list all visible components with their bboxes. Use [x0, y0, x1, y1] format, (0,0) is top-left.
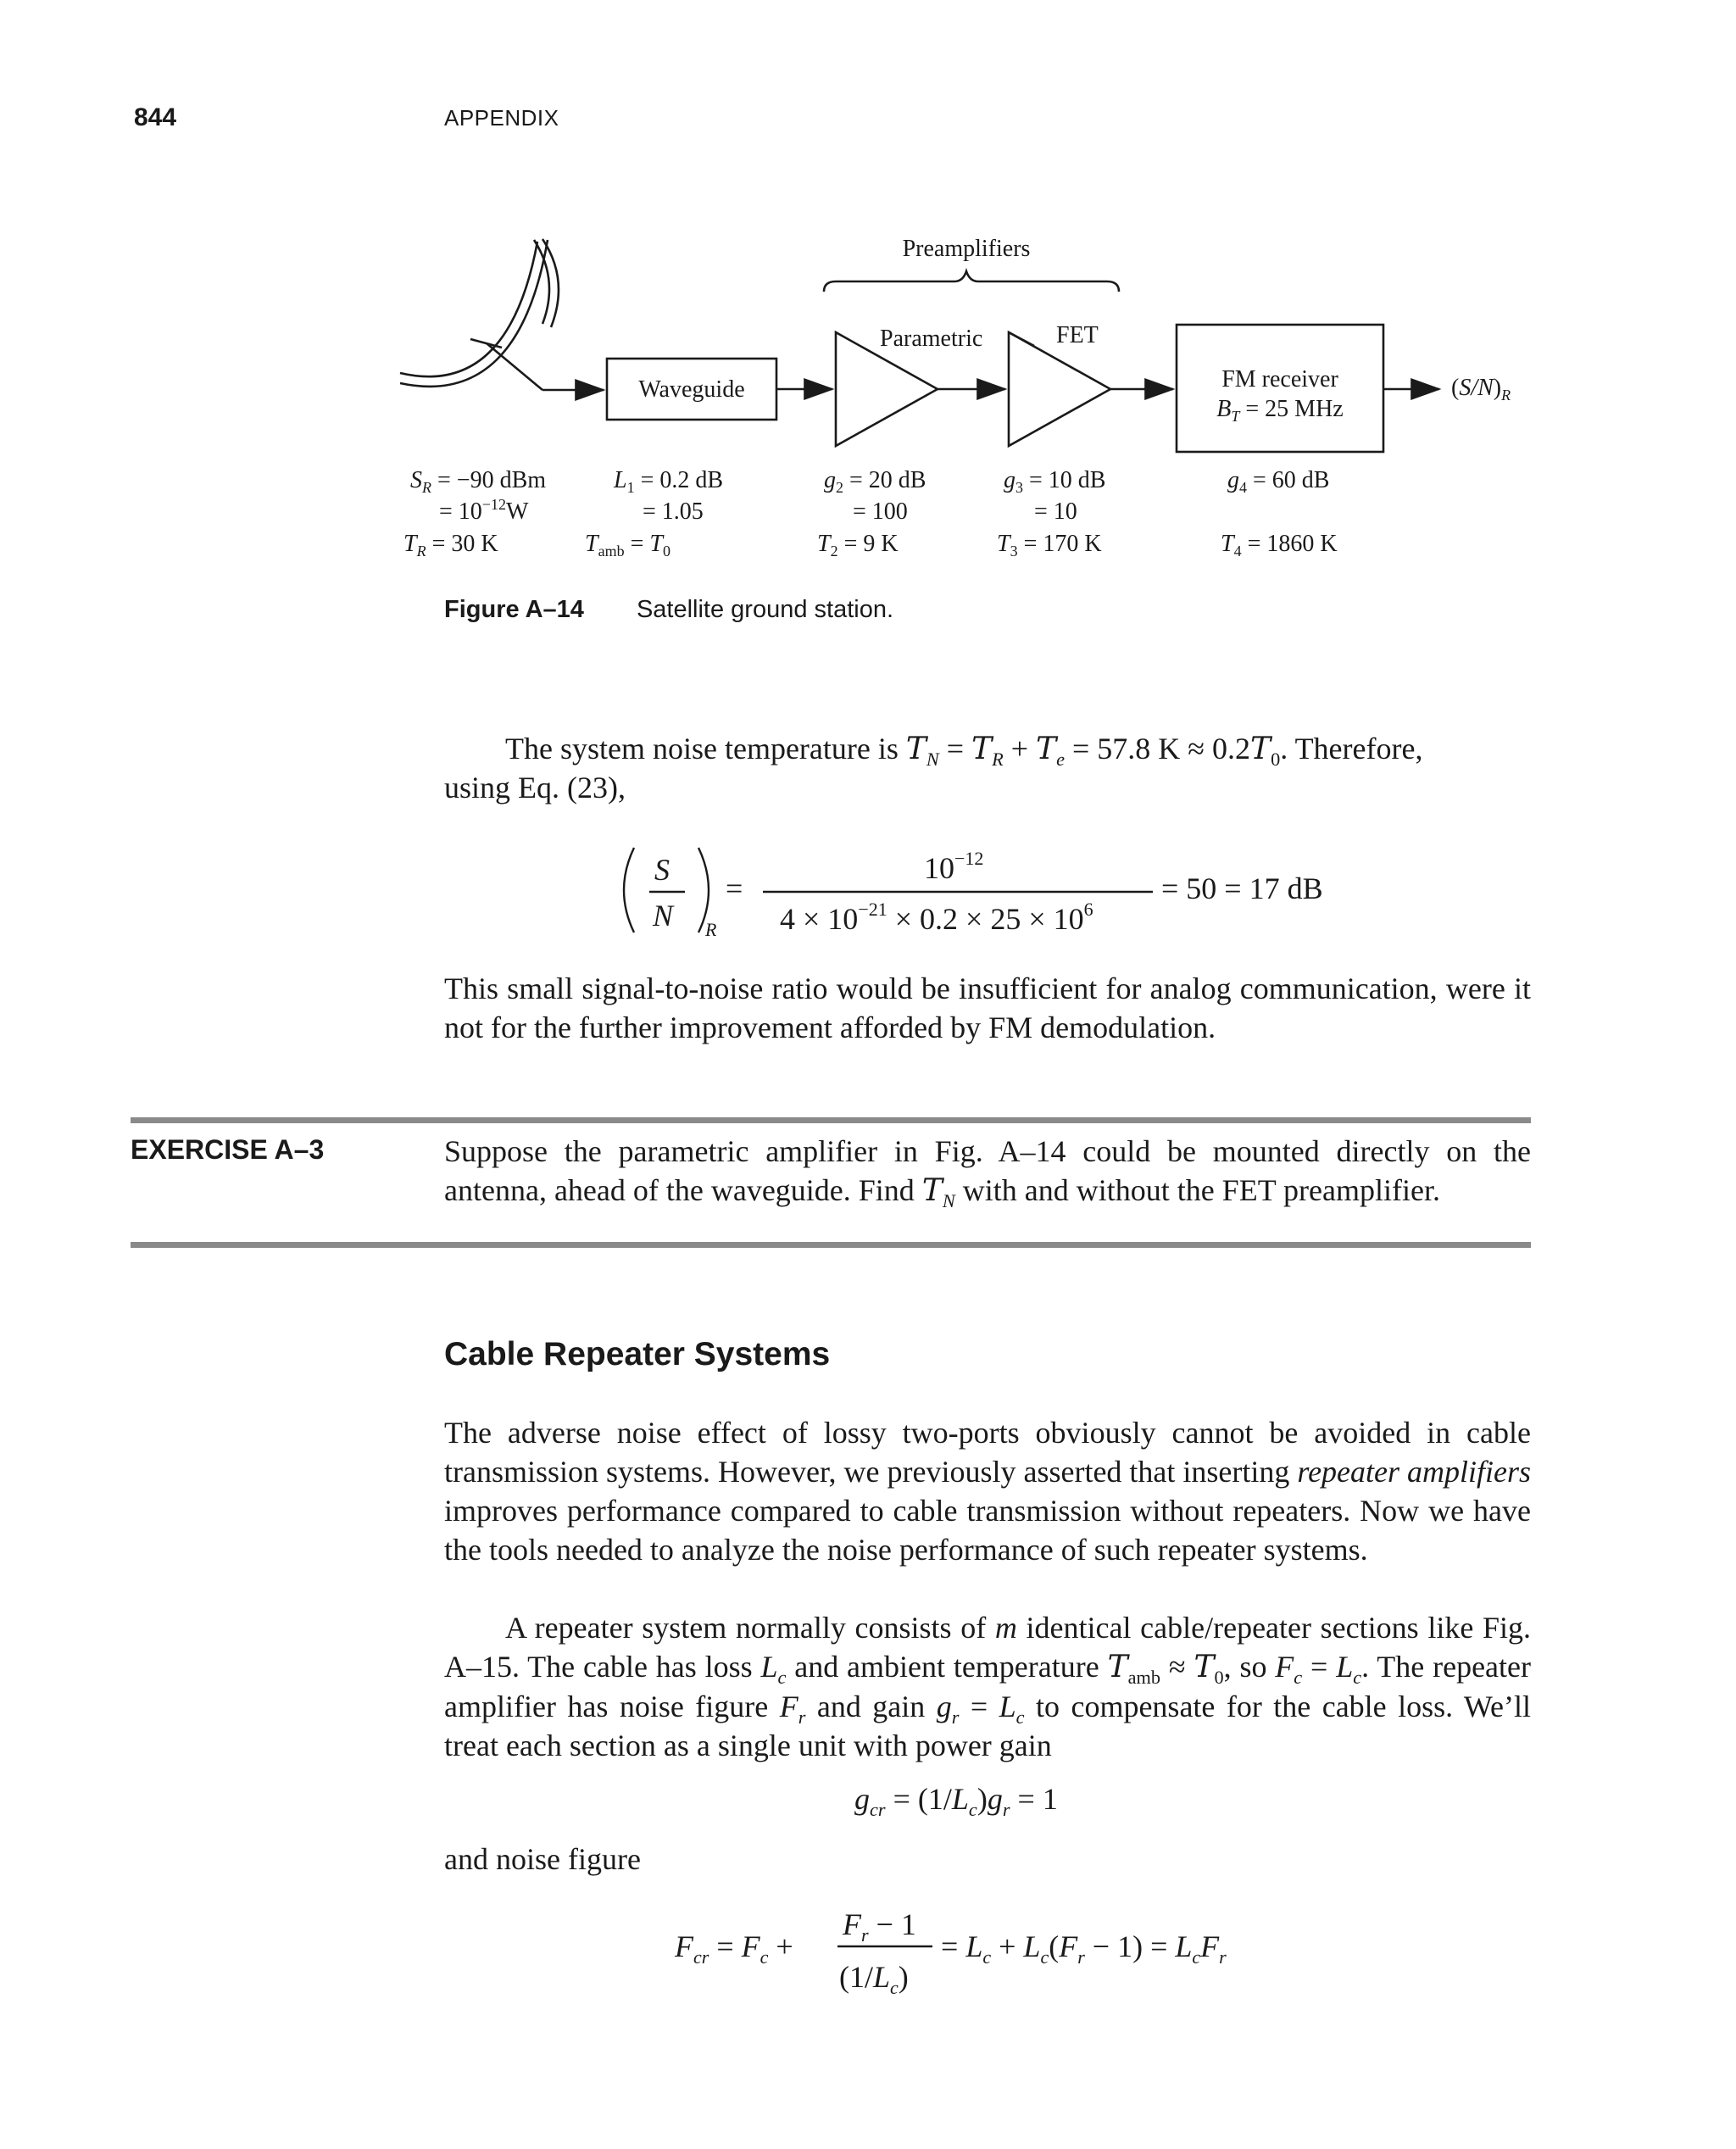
paragraph-cable-repeater-intro: The adverse noise effect of lossy two-ports obviously cannot be avoided in cable transmission systems. However, we previously asserted that inserting repeater amplifiers improves performance compared to cable transmission without repeaters. Now we have the tools needed to analyze the noise performance of such repeater systems.: [444, 1416, 1532, 1567]
receiver-bandwidth: $B_T = 25$ MHz: [1216, 396, 1344, 425]
svg-text:N: N: [653, 899, 674, 933]
paragraph-fm-improvement: This small signal-to-noise ratio would be insufficient for analog communication, were it not for the further improvement afforded by FM demodulation.: [444, 972, 1531, 1044]
fet-g3-linear: = 10: [1034, 498, 1077, 525]
waveguide-param-l1: $L_1 = 0.2$ dB: [614, 467, 724, 496]
fet-t3: $T_3 = 170$ K: [997, 531, 1102, 560]
svg-text:= 50 = 17 dB: = 50 = 17 dB: [1161, 871, 1323, 905]
exercise-rule-bottom: [131, 1242, 1531, 1248]
and-noise-figure-text: and noise figure: [444, 1842, 641, 1876]
antenna-param-tr: $T_R = 30$ K: [403, 531, 498, 560]
receiver-g4: $g_4 = 60$ dB: [1227, 467, 1330, 496]
svg-text:Fcr = Fc +: $F_{cr} = F_c$ +: [675, 1929, 793, 1968]
section-heading: Cable Repeater Systems: [444, 1336, 831, 1372]
preamplifiers-brace: [824, 271, 1119, 292]
running-head: APPENDIX: [444, 105, 559, 131]
waveguide-param-tamb: $T_{amb} = T_0$: [585, 531, 670, 560]
fet-label: FET: [1056, 322, 1099, 348]
paragraph-repeater-system: A repeater system normally consists of m identical cable/repeater sections like Fig. A–15. The cable has loss $L_c$ and ambient temperature $T_{amb} \approx T_0$, so $F_c = L_c$. The repeater amplifier has noise figure $F_r$ and gain $g_r = L_c$ to compensate for the cable loss. We’ll treat each section as a single unit with power gain: [444, 1611, 1532, 1762]
param-amp-g2-linear: = 100: [853, 498, 908, 525]
page-number: 844: [134, 103, 177, 131]
waveguide-label: Waveguide: [638, 376, 745, 403]
svg-text:S: S: [654, 853, 670, 887]
exercise-text: Suppose the parametric amplifier in Fig. A–14 could be mounted directly on the antenna, ahead of the waveguide. Find $T_N$ with and without the FET preamplifier.: [444, 1134, 1531, 1212]
receiver-t4: $T_4 = 1860$ K: [1221, 531, 1338, 560]
parametric-label: Parametric: [880, 326, 983, 352]
dish-antenna-icon: [400, 242, 537, 376]
paragraph-noise-temperature: The system noise temperature is $T_N = T_R + T_e = 57.8$ $K \approx 0.2T_0$. Therefore,: [505, 732, 1423, 771]
satellite-ground-station-figure: [0, 0, 1736, 644]
output-snr: $(S/N)_R$: [1451, 375, 1511, 404]
exercise-rule-top: [131, 1117, 1531, 1123]
antenna-param-sr: $S_R = -90$ dBm: [410, 467, 547, 496]
param-amp-g2: $g_2 = 20$ dB: [824, 467, 926, 496]
svg-text:=: =: [726, 871, 743, 905]
exercise-label: EXERCISE A–3: [131, 1134, 325, 1165]
gcr-equation: $g_{cr} = (1/L_c)g_r = 1$: [854, 1782, 1058, 1821]
svg-text:10−12: $10^{-12}$: [924, 848, 984, 885]
svg-text:(1/Lc): $(1/L_c)$: [839, 1960, 909, 1998]
antenna-param-watts: = $10^{-12}W$: [439, 496, 529, 525]
snr-equation: [610, 841, 1373, 951]
preamplifiers-label: Preamplifiers: [902, 236, 1031, 262]
fcr-equation: [670, 1892, 1348, 2002]
paragraph-using-eq: using Eq. (23),: [444, 771, 626, 804]
svg-text:4 × 10−21 × 0.2 × 25 × 106: $4 \times 10^{-21} \times 0.2 \times 25 \times 10^6$: [780, 899, 1093, 936]
figure-caption: [444, 596, 893, 624]
receiver-label-1: FM receiver: [1221, 366, 1338, 392]
svg-text:= Lc + Lc(Fr − 1) = LcFr: = $L_c + L_c(F_r - 1) = L_cF_r$: [941, 1929, 1227, 1968]
fet-amplifier-triangle: [1009, 332, 1110, 446]
fet-g3: $g_3 = 10$ dB: [1004, 467, 1106, 496]
figure-caption-text: Satellite ground station.: [636, 596, 894, 623]
figure-caption-label: Figure A–14: [444, 596, 584, 623]
param-amp-t2: $T_2 = 9$ K: [817, 531, 899, 560]
svg-text:R: R: [705, 919, 717, 940]
waveguide-param-linear: = 1.05: [643, 498, 704, 525]
svg-text:Fr − 1: $F_r - 1$: [843, 1907, 916, 1946]
